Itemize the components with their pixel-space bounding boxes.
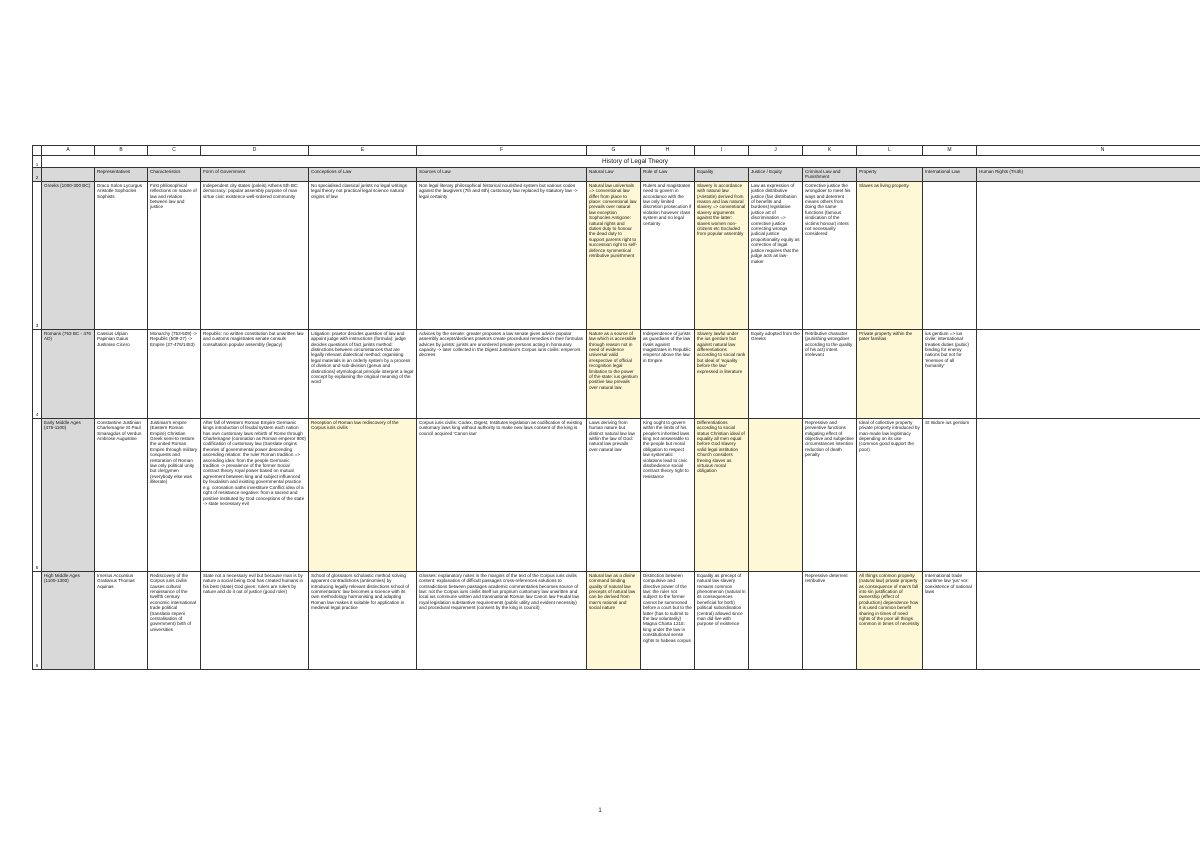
table-cell: All things common property (natural law) private property as consequence of man's fall into sin justification of ownership (effect of production) dependence how it is used common benefit sharing in times of need rights of the poor all things common in times of necessity [857,571,923,669]
column-letter-g: G [587,146,641,156]
column-header: Sources of Law [417,168,587,182]
table-cell: Rulers and magistrates need to govern in accordance with the law only limited discretion prosecution if violation however class system and no legal certainty [641,181,695,329]
table-cell: Litigation: praetor decides question of law and appoint judge with instructions (formula): judge decides questions of fact jurists method: distinctions between circumstances that are legally relevant dialectical method: organising legal materials in an orderly system by a process of division and sub-division (genus and distinctions) etymological principle interpret a legal concept by explaining the original meaning of the word [309,329,417,418]
table-cell: Nature as a source of law which is accessible through reason not in need of evidence universal valid irrespective of official recognition legal limitation to the power of the state: ius gentium positive law prevails over natural law [587,329,641,418]
row-number: 1 [33,156,42,168]
table-cell: Reception of Roman law rediscovery of the Corpus iuris civilis [309,418,417,571]
column-header: Representatives [95,168,148,182]
column-letter-a: A [42,146,95,156]
row-number: 6 [33,571,42,669]
column-letter-b: B [95,146,148,156]
table-cell: Natural law universals => conventional law differ from place to place: conventional law prevails over natural law exception Sophocles Antigone: natural rights and duties duty to honour the dead duty to support parents right to succession right to self-defence symmetrical retributive punishment [587,181,641,329]
table-cell: Repressive and preventive functions mitigating effect of objective and subjective circumstances intention reduction of death penalty [803,418,857,571]
era-cell: High Middle Ages (1100-1300) [42,571,95,669]
table-cell: Corrective justice the wrongdoer to meet his ways and deterrent means others from doing the same functions (famous vindication of the victims honour) intent not necessarily considered [803,181,857,329]
table-row [33,329,1200,418]
era-cell: Greeks (1000-300 BC) [42,181,95,329]
column-header: Human Rights (Truth) [977,168,1200,182]
table-cell: Slavery lawful under the ius gentium but against natural law differentiations according to social rank but ideal of 'equality before the law' expressed in literature [695,329,749,418]
column-header: Conceptions of Law [309,168,417,182]
table-cell: Differentiations according to social status Christian ideal of equality all men equal before God slavery valid legal institution Church considers freeing slaves as virtuous moral obligation [695,418,749,571]
table-cell: Repressive deterrent retributive [803,571,857,669]
column-letter-f: F [417,146,587,156]
table-row [33,418,1200,571]
table-cell [977,329,1200,418]
table-cell: Advices by the senate: greater proposes a law senate gives advice popular assembly accepts/declines praetors create procedural remedies in their formulas advices by jurists: jurists are unordered private persons acting in honourary capacity -> later collected in the Digest Justinian's Corpus iuris civilis: emperors decrees [417,329,587,418]
header-row [33,168,1200,182]
row-number: 2 [33,168,42,182]
table-cell [749,418,803,571]
table-cell: Rediscovery of the Corpus iuris civilis causes cultural renaissance of the twelfth century economic international trade political (translatio imperii centralisation of government) birth of universities [148,571,201,669]
table-cell: Constantine Justinian Charlemagne St Paul Smaragdus of Verdun Ambrose Augustine [95,418,148,571]
table-cell: King ought to govern within the limits of his people's inherited laws king not answerable to the people but moral obligation to respect law systematic violations lead to civic disobedience social contract theory right to resistance [641,418,695,571]
table-cell [977,571,1200,669]
row-number: 4 [33,329,42,418]
column-letter-e: E [309,146,417,156]
row-number: 3 [33,181,42,329]
column-letter-c: C [148,146,201,156]
table-cell: Cassius Ulpian Papinian Gaius Justinian Cicero [95,329,148,418]
table-cell: Law as expression of justice distributive justice (fair distribution of benefits and burdens) legislative justice art of discrimination => corrective justice correcting wrongs judicial justice proportionality equity as correction of legal justice requires that the judge acts as law-maker [749,181,803,329]
column-letter-j: J [749,146,803,156]
table-cell: School of glossators scholastic method solving apparent contradictions (antinomies) by introducing legally relevant distinctions school of commentators: law becomes a science with its own methodology harmonising and adapting Roman law makes it suitable for application in medieval legal practice [309,571,417,669]
table-cell: Equity adopted from the Greeks [749,329,803,418]
column-header: Form of Government [201,168,309,182]
title-row [33,156,1200,168]
corner-cell [33,146,42,156]
table-cell [977,181,1200,329]
table-cell [977,418,1200,571]
table-cell: Draco Solon Lycurgus Aristotle Sophocles Sophists [95,181,148,329]
table-cell: State not a necessary evil but because man is by nature a social being God has created humans in his best (state) God given: rulers are rulers by nature and do it out of justice (good ruler) [201,571,309,669]
table-cell: Equality as precept of natural law slavery remains common phenomenon (natural in its consequences beneficial for both) political subordination (central) allowed since man did live with purpose of existence [695,571,749,669]
table-cell: Distinction between compulsive and directive power of the law: the ruler not subject to the former cannot be summoned before a court but to the latter (has to submit to the law voluntarily) Magna Charta 1215: king under the law in constitutional sense rights to habeas corpus [641,571,695,669]
column-header: Criminal Law and Punishment [803,168,857,182]
table-cell: International trade maritime law 'jus' vor: coexistence of national laws [923,571,977,669]
table-cell: Laws deriving from human nature but distinct natural law law within the law of God: natural law prevails over natural law [587,418,641,571]
column-header: International Law [923,168,977,182]
table-cell: ius gentium => ius civile: international treaties duties (pubic) binding for enemy nations but not for 'enemies of all humanity' [923,329,977,418]
page-number: 1 [598,808,602,814]
table-row [33,571,1200,669]
table-row [33,181,1200,329]
column-letter-k: K [803,146,857,156]
table-cell: Monarchy (753-509) -> Republic (509-27) -> Empire (27-476/1453) [148,329,201,418]
column-header: Natural Law [587,168,641,182]
table-cell: Private property within the pater familias [857,329,923,418]
table-cell: Slaves as living property [857,181,923,329]
column-header [42,168,95,182]
table-cell: First philosophical reflections on nature of law and relation between law and justice [148,181,201,329]
table-cell: Independence of jurists as guardians of the law rivals against magistrates in Republic emperor above the law in Empire [641,329,695,418]
column-header: Justice / Equity [749,168,803,182]
column-header: Rule of Law [641,168,695,182]
table-cell [923,181,977,329]
table-cell: Ideal of collective property private property introduced by man-made law legitimacy depending on its use (common good support the poor) [857,418,923,571]
table-cell: Natural law as a divine command binding quality of natural law precepts of natural law can be derived from man's rational and social nature [587,571,641,669]
column-header: Property [857,168,923,182]
column-letter-i: I [695,146,749,156]
legal-theory-table [32,145,1200,670]
table-cell: St Isidore ius gentium [923,418,977,571]
column-header: Characteristics [148,168,201,182]
sheet-title: History of Legal Theory [42,156,1200,168]
spreadsheet-printout [32,145,1168,670]
table-cell: Independent city states (poleis) Athens 5th BC: democracy: popular assembly purpose of man virtue civic existence well-ordered community [201,181,309,329]
era-cell: Romans (753 BC - 476 AD) [42,329,95,418]
table-cell [749,571,803,669]
table-cell: Republic: no written constitution but unwritten law and customs magistrates senate consuls consultation popular assembly (legacy) [201,329,309,418]
column-letter-d: D [201,146,309,156]
column-header: Equality [695,168,749,182]
table-cell: Slavery in accordance with natural law (Aristotle) derived from reason and law natural slavery => conventional slavery arguments against the latter: slaves women non-citizens etc Excluded from popular assembly [695,181,749,329]
table-cell: Non legal literary philosophical historical nourished system but various codes against the lawgivers (7th and 6th) customary law replaced by statutory law -> legal certainty [417,181,587,329]
table-cell: Justinian's empire (Eastern Roman Empire) Christian Greek semi-to restore the united Roman Empire through military conquests and restoration of Roman law only political unity but clergymen (everybody else was illiterate) [148,418,201,571]
column-letter-n: N [977,146,1200,156]
column-letter-m: M [923,146,977,156]
column-letter-h: H [641,146,695,156]
column-header-row [33,146,1200,156]
era-cell: Early Middle Ages (476-1100) [42,418,95,571]
table-cell: Irnerius Accursius Gratianus Thomas Aquinas [95,571,148,669]
table-cell: Retributive character (punishing wrongdoer according to the quality of his act) intent irrelevant [803,329,857,418]
table-cell: No specialised classical jurists no legal writings legal theory not practical legal science natural origins of law [309,181,417,329]
row-number: 5 [33,418,42,571]
table-cell: Glosses: explanatory notes in the margins of the text of the Corpus iuris civilis content: explanation of difficult passages cross-references solutions to contradictions between passages academic commentaries becomes source of law: not the Corpus iuris civilis itself ius proprium customary law unwritten and local ius commune written and transnational Roman law Canon law Feudal law royal legislation substantive requirements (public utility and evident necessity) and procedural requirement (consent by the king is council) [417,571,587,669]
table-cell: After fall of Western Roman Empire Germanic kings introduction of feudal system each nation has own customary laws rebirth of Rome through Charlemagne (coronation as Roman emperor 800) codification of customary law (translate origins theories of governmental power descending ascending relation: the ruler Roman tradition => ascending idea: from the people Germanic tradition -> prevalence of the former Social contract theory royal power based on mutual agreement between king and subject influenced by feudalism and existing governmental practice e.g. coronation oaths investiture Conflict idea of a right of resistance negative: from a sacred and positive instituted by God conceptions of the state -> state necessary evil [201,418,309,571]
column-letter-l: L [857,146,923,156]
table-cell: Corpus iuris civilis: Codex, Digest, Institutes legislation as codification of existing customary laws king without authority to make new laws consent of the king is council acquired 'Canon law' [417,418,587,571]
